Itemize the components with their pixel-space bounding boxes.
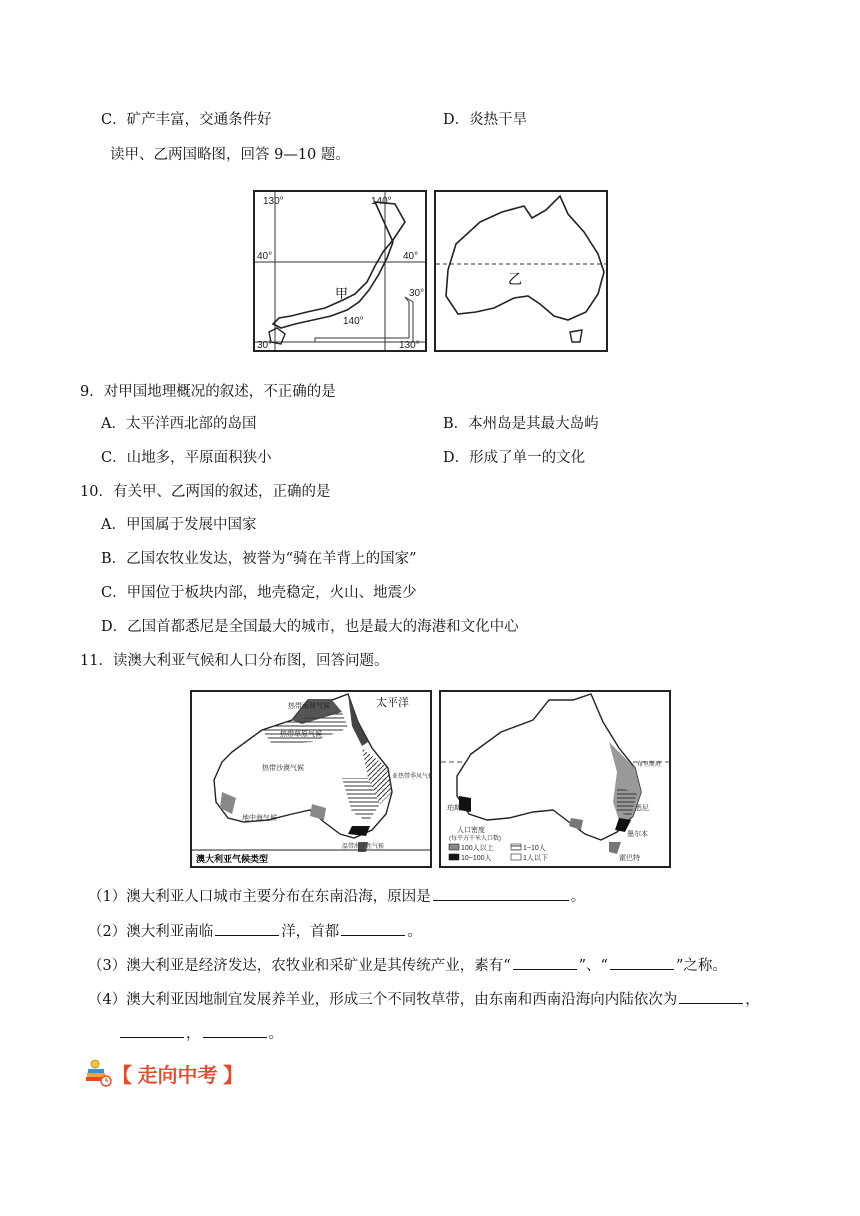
climate-zone-rainforest: 热带雨林气候: [288, 703, 330, 710]
map-jia-label-40-right: 40°: [403, 251, 419, 262]
q11-sub4: [88, 989, 760, 1010]
population-legend-under1: 1人以下: [523, 855, 548, 862]
climate-zone-mediterranean: 地中海气候: [242, 815, 277, 822]
q11-sub2-text-b: 洋，首都: [281, 924, 340, 940]
map-yi: [434, 190, 608, 352]
q10-option-a: A．甲国属于发展中国家: [101, 517, 257, 533]
map-jia-label-140-bottom: 140°: [343, 316, 364, 327]
map-jia-label-130-bottom: 130°: [399, 340, 420, 350]
q11-sub3-text-b: ”、“: [578, 958, 608, 974]
q8-option-c: C．矿产丰富，交通条件好: [101, 112, 272, 128]
climate-zone-desert: 热带沙漠气候: [262, 765, 304, 772]
map-jia-label-140-top: 140°: [371, 196, 392, 207]
population-legend-10-100: 10~100人: [461, 855, 492, 862]
population-map: [439, 690, 671, 868]
section-banner: [84, 1058, 243, 1088]
q11-sub4-cont: [118, 1023, 283, 1044]
map-jia-label-30-left: 30°: [257, 340, 273, 350]
q9-option-b: B．本州岛是其最大岛屿: [443, 416, 599, 432]
q11-sub2-blank-ocean[interactable]: [215, 921, 279, 936]
map-jia: [253, 190, 427, 352]
population-legend-1-10: 1~10人: [523, 845, 546, 852]
map-yi-country-label: 乙: [508, 272, 522, 288]
q11-sub2-end: 。: [407, 924, 422, 940]
map-jia-country-label: 甲: [335, 287, 349, 302]
q10-option-c: C．甲国位于板块内部，地壳稳定，火山、地震少: [101, 585, 417, 601]
q11-sub4-end: 。: [268, 1026, 283, 1042]
city-perth: 珀斯: [447, 805, 461, 812]
map-yi-figure: [436, 192, 606, 350]
q10-option-b: B．乙国农牧业发达，被誉为“骑在羊背上的国家”: [101, 551, 417, 567]
q11-sub4-comma-1: ，: [745, 992, 760, 1008]
q9-stem: 9．对甲国地理概况的叙述，不正确的是: [80, 384, 336, 400]
q11-sub1: [88, 886, 585, 907]
q11-sub4-blank-3[interactable]: [203, 1023, 267, 1038]
q11-sub4-blank-1[interactable]: [679, 989, 743, 1004]
climate-map: [190, 690, 432, 868]
climate-map-figure: [192, 692, 430, 866]
q11-sub3-blank-2[interactable]: [610, 955, 674, 970]
map-jia-label-130: 130°: [263, 196, 284, 207]
city-sydney: 悉尼: [635, 805, 649, 812]
q11-sub3-blank-1[interactable]: [513, 955, 577, 970]
q11-sub3: [88, 955, 727, 976]
climate-zone-oceanic: 温带海洋性气候: [342, 844, 385, 850]
q11-sub1-end: 。: [570, 889, 586, 905]
climate-map-caption: 澳大利亚气候类型: [196, 855, 269, 865]
climate-zone-savanna: 热带草原气候: [280, 731, 322, 738]
q9-option-c: C．山地多，平原面积狭小: [101, 450, 272, 466]
q10-option-d: D．乙国首都悉尼是全国最大的城市，也是最大的海港和文化中心: [101, 619, 519, 635]
population-legend-title: 人口密度: [457, 827, 485, 834]
city-brisbane: 布里斯班: [637, 762, 662, 768]
q11-stem: 11．读澳大利亚气候和人口分布图，回答问题。: [80, 653, 389, 669]
q11-sub2-blank-capital[interactable]: [341, 921, 405, 936]
map-jia-label-40-left: 40°: [257, 251, 273, 262]
population-legend-100plus: 100人以上: [461, 845, 494, 852]
q11-sub2: [88, 921, 422, 942]
q11-sub1-blank[interactable]: [433, 886, 569, 901]
intro-9-10: 读甲、乙两国略图，回答 9—10 题。: [110, 147, 350, 163]
q9-option-d: D．形成了单一的文化: [443, 450, 586, 466]
climate-map-ocean-label: 太平洋: [376, 696, 409, 709]
map-jia-figure: [255, 192, 425, 350]
section-banner-text: 【 走向中考 】: [112, 1064, 244, 1087]
books-clock-icon: [84, 1059, 112, 1087]
q11-sub4-comma-2: ，: [186, 1026, 201, 1042]
city-hobart: 霍巴特: [619, 855, 640, 862]
q9-option-a: A．太平洋西北部的岛国: [101, 416, 257, 432]
q8-option-d: D．炎热干旱: [443, 112, 528, 128]
map-jia-label-30-right: 30°: [409, 288, 425, 299]
population-legend-unit: (每平方千米人口数): [449, 836, 501, 842]
q11-sub4-text: （4）澳大利亚因地制宜发展养羊业，形成三个不同牧草带，由东南和西南沿海向内陆依次为: [88, 992, 678, 1008]
q11-sub3-text-a: （3）澳大利亚是经济发达，农牧业和采矿业是其传统产业，素有“: [88, 958, 511, 974]
q10-stem: 10．有关甲、乙两国的叙述，正确的是: [80, 484, 331, 500]
q11-sub2-text-a: （2）澳大利亚南临: [88, 924, 214, 940]
q11-sub3-end: ”之称。: [675, 958, 727, 974]
q11-sub4-blank-2[interactable]: [120, 1023, 184, 1038]
climate-zone-monsoon: 亚热带季风气候: [392, 774, 430, 780]
city-melbourne: 墨尔本: [627, 831, 648, 838]
population-map-figure: [441, 692, 669, 866]
q11-sub1-text: （1）澳大利亚人口城市主要分布在东南沿海，原因是: [88, 889, 431, 905]
